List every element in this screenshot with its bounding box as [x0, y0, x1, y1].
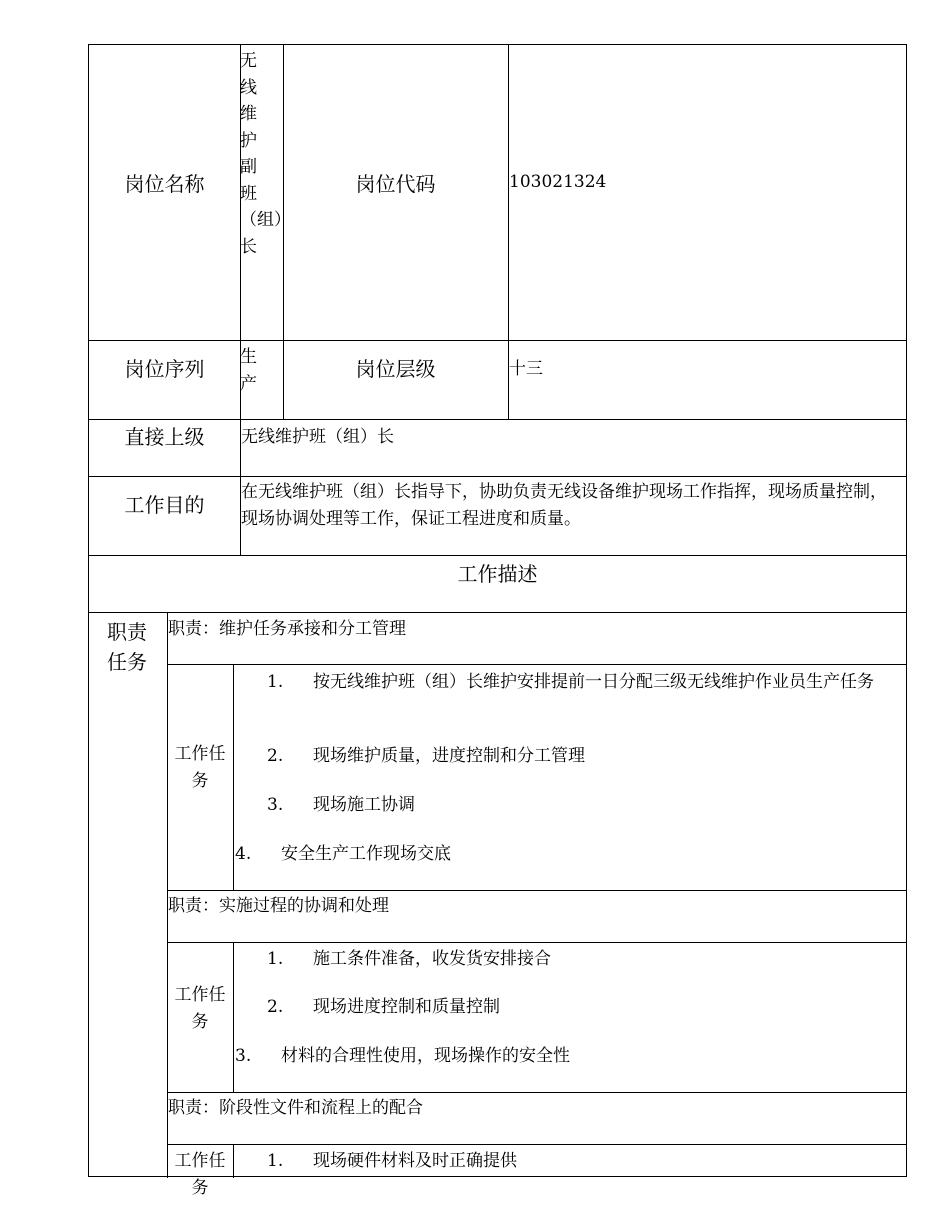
superior-label: 直接上级 [124, 425, 205, 449]
row-divider [167, 664, 906, 665]
task-item: 2. 现场维护质量，进度控制和分工管理 [267, 746, 585, 766]
post-sequence-value: 生产 [240, 347, 257, 394]
post-code-label: 岗位代码 [355, 172, 436, 196]
task-item: 1. 施工条件准备，收发货安排接合 [267, 949, 551, 969]
work-task-label: 工作任务 [174, 744, 226, 791]
purpose-label: 工作目的 [124, 493, 205, 517]
row-divider [167, 890, 906, 891]
job-description-table [88, 44, 907, 1198]
row-divider [89, 340, 906, 341]
post-sequence-label: 岗位序列 [124, 357, 205, 381]
row-divider [89, 612, 906, 613]
post-name-value: 无线维护副班（组）长 [240, 51, 291, 257]
task-item: 2. 现场进度控制和质量控制 [267, 997, 500, 1017]
row-divider [89, 476, 906, 477]
post-code-value: 103021324 [509, 172, 607, 192]
post-level-label: 岗位层级 [355, 357, 436, 381]
row-divider [89, 555, 906, 556]
work-task-label: 工作任务 [174, 1151, 226, 1198]
task-item: 1. 现场硬件材料及时正确提供 [267, 1151, 517, 1171]
col-divider [233, 664, 234, 890]
purpose-value: 在无线维护班（组）长指导下，协助负责无线设备维护现场工作指挥，现场质量控制，现场协调处理等工作，保证工程进度和质量。 [241, 482, 887, 529]
duty-title: 职责：阶段性文件和流程上的配合 [168, 1098, 423, 1118]
task-item: 3. 材料的合理性使用，现场操作的安全性 [235, 1046, 570, 1066]
row-divider [167, 942, 906, 943]
superior-value: 无线维护班（组）长 [241, 427, 394, 447]
post-name-label: 岗位名称 [124, 172, 205, 196]
col-divider [233, 942, 234, 1092]
post-level-value: 十三 [509, 359, 543, 379]
task-item: 3. 现场施工协调 [267, 795, 415, 815]
task-item: 4. 安全生产工作现场交底 [235, 844, 451, 864]
col-divider [233, 1144, 234, 1178]
duty-title: 职责：实施过程的协调和处理 [168, 896, 389, 916]
row-divider [167, 1092, 906, 1093]
work-task-label: 工作任务 [174, 985, 226, 1032]
duty-task-label: 职责任务 [107, 620, 147, 674]
duty-title: 职责：维护任务承接和分工管理 [168, 619, 406, 639]
task-item: 1. 按无线维护班（组）长维护安排提前一日分配三级无线维护作业员生产任务 [267, 672, 874, 692]
row-divider [167, 1144, 906, 1145]
description-title: 工作描述 [457, 562, 538, 586]
row-divider [89, 419, 906, 420]
